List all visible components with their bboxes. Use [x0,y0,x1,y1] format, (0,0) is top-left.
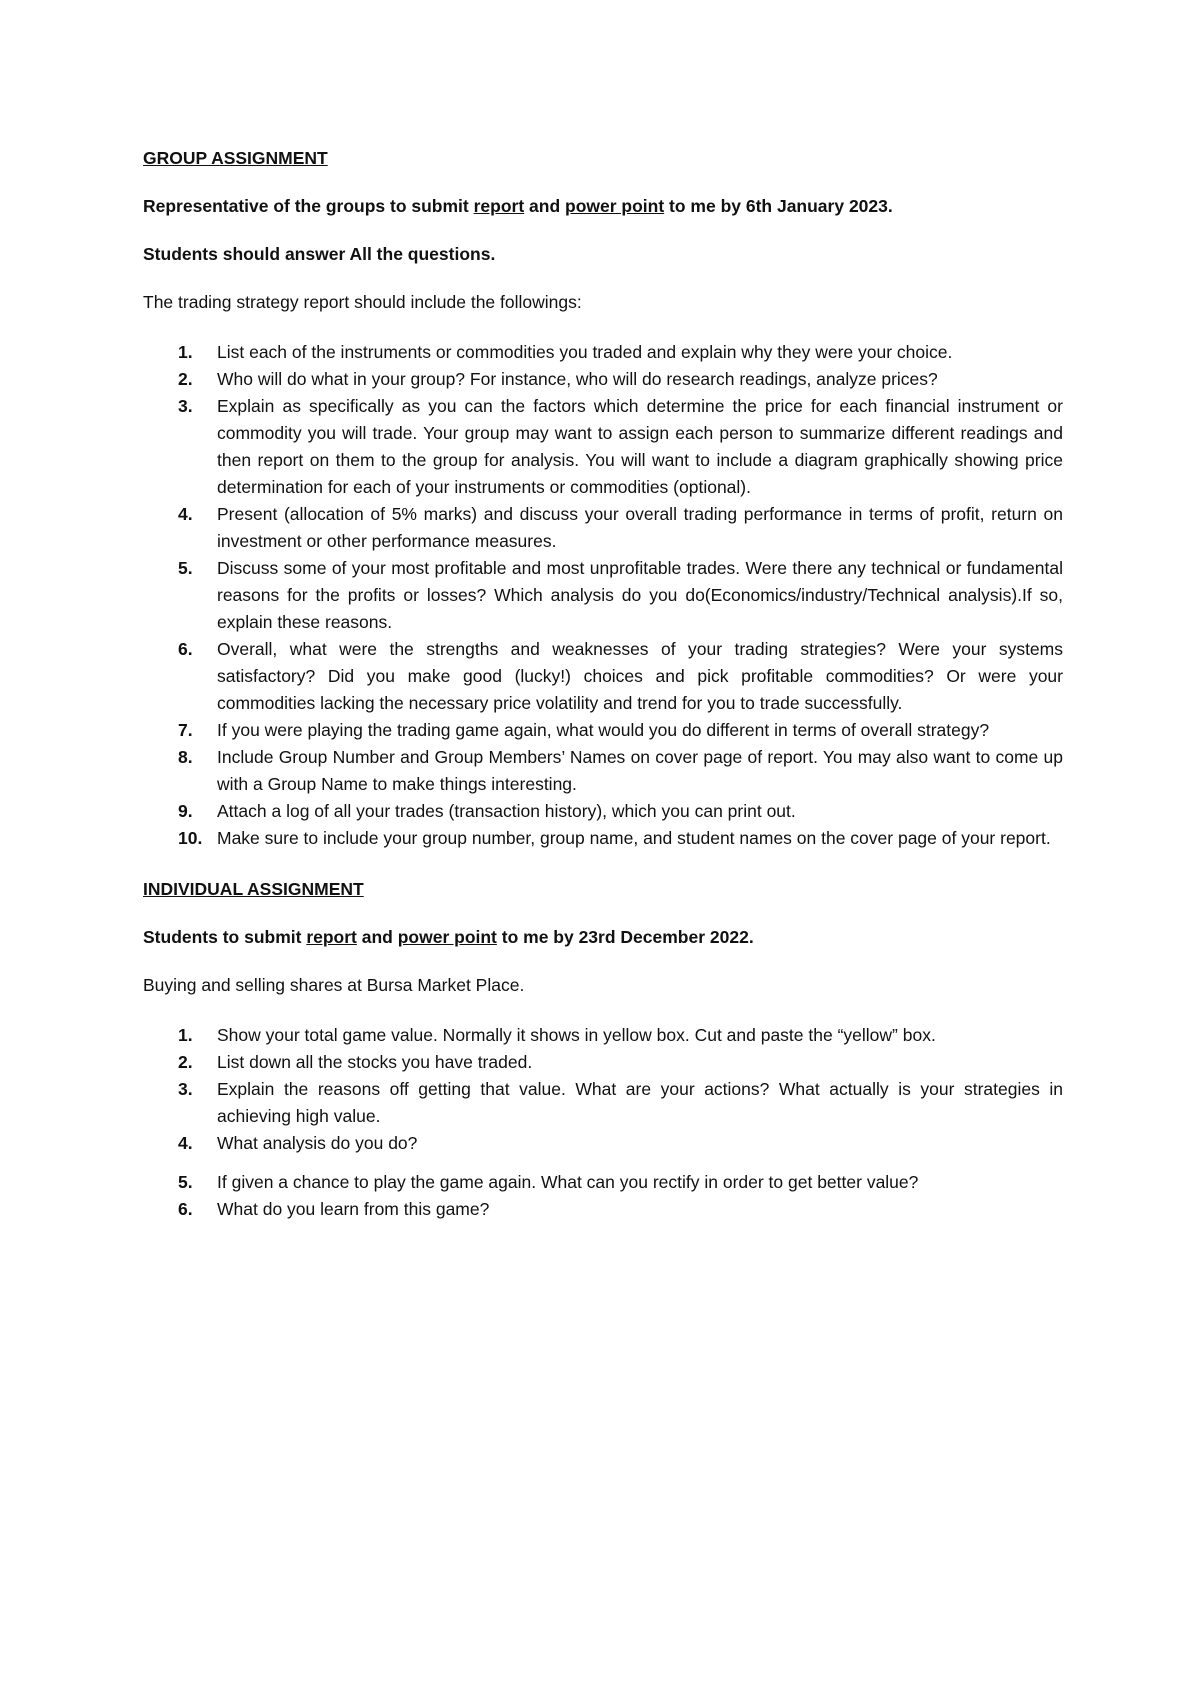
list-item [143,1169,1063,1196]
document-page [143,147,1063,1223]
individual-submit-post: to me by 23rd December 2022. [496,927,754,947]
list-item-number: 6. [178,639,193,659]
list-item-text: Who will do what in your group? For instance, who will do research readings, analyze prices? [217,369,938,389]
list-item-number: 9. [178,801,193,821]
list-item-number: 1. [178,1025,193,1045]
list-item [143,717,1063,744]
list-item-text: Show your total game value. Normally it shows in yellow box. Cut and paste the “yellow” box. [217,1025,936,1045]
list-item-number: 8. [178,747,193,767]
individual-submit-and: and [356,927,398,947]
list-item-text: If you were playing the trading game again, what would you do different in terms of overall strategy? [217,720,990,740]
list-item-text: Make sure to include your group number, group name, and student names on the cover page of your report. [217,828,1051,848]
group-question-list [143,339,1063,852]
individual-submit-pre: Students to submit [143,927,307,947]
list-item [143,1196,1063,1223]
individual-intro: Buying and selling shares at Bursa Market Place. [143,975,525,995]
list-item [143,798,1063,825]
list-item-text: Present (allocation of 5% marks) and discuss your overall trading performance in terms of profit, return on investment or other performance measures. [217,504,1063,551]
list-item-text: List down all the stocks you have traded. [217,1052,533,1072]
list-item [143,744,1063,798]
list-item-text: Overall, what were the strengths and weaknesses of your trading strategies? Were your systems satisfactory? Did you make good (lucky!) choices and pick profitable commodities? Or were your commodities lacking the necessary price volatility and trend for you to trade successfully. [217,639,1063,713]
list-item [143,555,1063,636]
list-item-number: 5. [178,1172,193,1192]
list-item [143,825,1063,852]
individual-question-list [143,1022,1063,1223]
group-submit-report: report [473,196,525,216]
list-item-number: 3. [178,396,193,416]
list-item-number: 1. [178,342,193,362]
list-item-number: 2. [178,369,193,389]
group-submit-power-point: power point [565,196,665,216]
list-item-text: Explain as specifically as you can the factors which determine the price for each financial instrument or commodity you will trade. Your group may want to assign each person to summarize different readings and then report on them to the group for analysis. You will want to include a diagram graphically showing price determination for each of your instruments or commodities (optional). [217,396,1063,497]
group-submit-pre: Representative of the groups to submit [143,196,474,216]
list-item [143,1022,1063,1049]
list-item [143,1076,1063,1130]
individual-submit-power-point: power point [397,927,497,947]
group-submit-and: and [524,196,566,216]
list-item [143,636,1063,717]
individual-submit-report: report [306,927,357,947]
group-submission-instruction [143,195,1063,217]
list-item-number: 5. [178,558,193,578]
list-item [143,393,1063,501]
list-item-text: Explain the reasons off getting that value. What are your actions? What actually is your strategies in achieving high value. [217,1079,1063,1126]
group-assignment-heading: GROUP ASSIGNMENT [143,148,328,168]
list-item [143,339,1063,366]
group-answer-all-note: Students should answer All the questions. [143,244,496,264]
list-item-number: 3. [178,1079,193,1099]
individual-assignment-heading: INDIVIDUAL ASSIGNMENT [143,879,364,899]
group-report-intro: The trading strategy report should include the followings: [143,292,582,312]
list-item [143,1130,1063,1157]
list-item-number: 10. [178,828,203,848]
list-item-number: 4. [178,504,193,524]
group-submit-post: to me by 6th January 2023. [664,196,893,216]
list-item [143,501,1063,555]
list-item-text: If given a chance to play the game again. What can you rectify in order to get better value? [217,1172,919,1192]
list-item [143,366,1063,393]
list-item-text: List each of the instruments or commodities you traded and explain why they were your choice. [217,342,953,362]
list-item-number: 4. [178,1133,193,1153]
list-item-text: Include Group Number and Group Members’ Names on cover page of report. You may also want to come up with a Group Name to make things interesting. [217,747,1063,794]
list-item [143,1049,1063,1076]
list-item-text: What analysis do you do? [217,1133,418,1153]
list-item-text: What do you learn from this game? [217,1199,490,1219]
individual-submission-instruction [143,926,1063,948]
list-item-text: Attach a log of all your trades (transaction history), which you can print out. [217,801,796,821]
list-item-number: 2. [178,1052,193,1072]
list-item-number: 7. [178,720,193,740]
list-item-text: Discuss some of your most profitable and most unprofitable trades. Were there any technical or fundamental reasons for the profits or losses? Which analysis do you do(Economics/industry/Technical analysis).If so, explain these reasons. [217,558,1063,632]
list-item-number: 6. [178,1199,193,1219]
